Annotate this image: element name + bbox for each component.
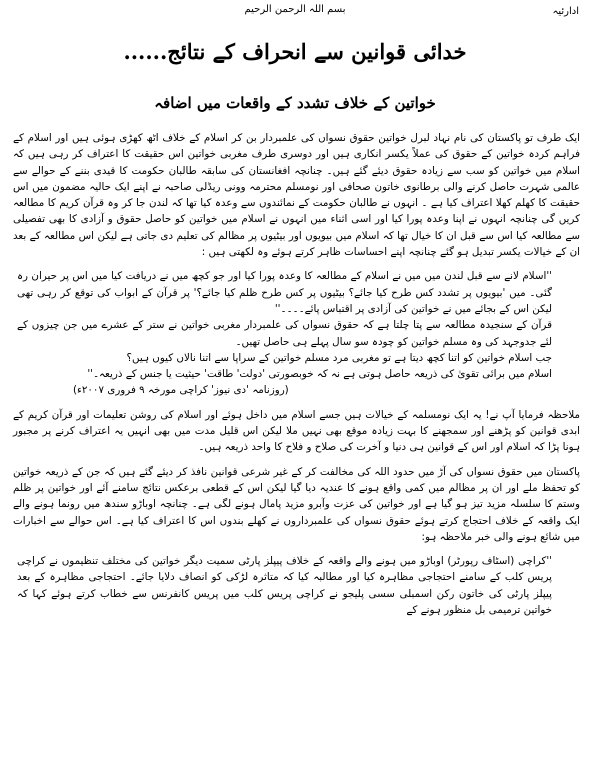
quote-source: (روزنامہ 'دی نیوز' کراچی مورخہ ۹ فروری ۲۰۰۷ء) bbox=[73, 384, 289, 397]
quote-paragraph: قرآن کے سنجیدہ مطالعہ سے پتا چلتا ہے کہ حقوق نسواں کی علمبردار مغربی خواتین نے ستر کے عشرے میں جن چیزوں کے لئے جدوجہد کی وہ مسلم خواتین کو چودہ سو سال پہلے ہی حاصل تھیں۔ bbox=[17, 319, 552, 348]
quote-paragraph: اسلام میں برائی تقویٰ کی ذریعہ حاصل ہوتی ہے نہ کہ خوبصورتی 'دولت' طاقت' حیثیت یا جنس کے ذریعہ۔'' bbox=[87, 368, 552, 381]
quote-paragraph: ''اسلام لانے سے قبل لندن میں میں نے اسلام کے مطالعہ کا وعدہ پورا کیا اور جو کچھ میں نے دریافت کیا میں اس پر حیران رہ گئی۔ میں 'بیویوں پر تشدد کس طرح کیا جائے؟ بیٹیوں پر کس طرح ظلم کیا جائے؟' پر قرآن کے ابواب کی توقع کر رہی تھی لیکن اس کے بجائے میں نے خواتین کی آزادی پر اقتباس پائے۔۔۔۔'' bbox=[17, 270, 552, 315]
intro-paragraph: ایک طرف تو پاکستان کی نام نہاد لبرل خواتین حقوق نسواں کی علمبردار بن کر اسلام کے خلاف اٹھ کھڑی ہوئی ہیں اور اسلام کے فراہم کردہ خواتین کے حقوق کی عملاً یکسر انکاری ہیں اور دوسری طرف مغربی خواتین اس حقیقت کا اعتراف کر رہی ہیں کہ اسلام میں خواتین کو سب سے زیادہ حقوق دیئے گئے ہیں۔ چنانچہ افغانستان کی سابقہ طالبان حکومت کا قیدی بننے کے حوالے سے عالمی شہرت حاصل کرنے والی برطانوی خاتون صحافی اور نومسلم محترمہ وونی ریڈلی صاحبہ نے اپنے ایک حالیہ مضمون میں اس حقیقت کا کھلم کھلا اعتراف کیا ہے ۔ انہوں نے طالبان حکومت کے نمائندوں سے وعدہ کیا تھا کہ لندن جا کر وہ قرآن کریم کا مطالعہ کریں گی چنانچہ انہوں نے اپنا وعدہ پورا کیا اور اسی اثناء میں انہوں نے اسلام میں خواتین کو حاصل حقوق و آزادی کا بھی تفصیلی سے مطالعہ کیا اس سے قبل ان کا خیال تھا کہ اسلام میں بیویوں اور بیٹیوں پر مظالم کی تعلیم دی جاتی ہے لیکن اس مطالعہ کے بعد ان کے خیالات یکسر تبدیل ہو گئے چنانچہ اپنے احساسات ظاہر کرتے ہوئے وہ لکھتی ہیں : bbox=[13, 132, 580, 259]
commentary-paragraph: پاکستان میں حقوق نسواں کی آڑ میں حدود اللہ کی مخالفت کر کے غیر شرعی قوانین نافذ کر دیئے گئے ہیں کہ جن کے ذریعہ خواتین کو تحفظ ملے اور ان پر مظالم میں کمی واقع ہونے کا عندیہ دیا گیا لیکن اس کے قطعی برعکس نتائج سامنے آئے اور خواتین پر ظلم وستم کا سلسلہ مزید تیز ہو گیا ہے اور خواتین کی عزت وآبرو مزید پامال ہونے لگی ہے۔ چنانچہ اوباڑو سندھ میں رونما ہونے والے ایک واقعہ کے خلاف احتجاج کرتے ہوئے حقوق نسواں کی علمبرداروں نے کھلے بندوں اس کا اعتراف کیا ہے۔ اس حوالے سے اخبارات میں شائع ہونے والی خبر ملاحظہ ہو: bbox=[13, 465, 580, 543]
quote-paragraph: جب اسلام خواتین کو اتنا کچھ دیتا ہے تو مغربی مرد مسلم خواتین کے سراپا سے اتنا نالاں کیوں ہیں؟ bbox=[126, 351, 552, 364]
article-body bbox=[13, 130, 580, 618]
commentary-paragraph: ملاحظہ فرمایا آپ نے! یہ ایک نومسلمہ کے خیالات ہیں جسے اسلام میں داخل ہوئے اور اسلام کی روشن تعلیمات اور قرآن کریم کے ابدی قوانین کو پڑھنے اور سمجھنے کا بہت زیادہ موقع بھی نہیں ملا لیکن اس قلیل مدت میں بھی انہیں یہ اعتراف کرنے پر مجبور ہونا پڑا کہ اسلام اور اس کے قوانین ہی دنیا و آخرت کی صلاح و فلاح کا واحد ذریعہ ہیں۔ bbox=[13, 408, 580, 454]
bismillah-heading: بسم اللہ الرحمن الرحیم bbox=[244, 4, 346, 15]
page-subtitle: خواتین کے خلاف تشدد کے واقعات میں اضافہ bbox=[154, 94, 436, 112]
section-label: ادارئیہ bbox=[552, 6, 579, 17]
page-title: خدائی قوانین سے انحراف کے نتائج...... bbox=[123, 39, 467, 64]
news-quote-paragraph: ''کراچی (اسٹاف رپورٹر) اوباڑو میں ہونے والے واقعہ کے خلاف پیپلز پارٹی سمیت دیگر خواتین کی مختلف تنظیموں نے کراچی پریس کلب کے سامنے احتجاجی مظاہرہ کیا اور مطالبہ کیا کہ متاثرہ لڑکی کو انصاف دلایا جائے۔ احتجاجی مظاہرہ کے بعد پیپلز پارٹی کی خاتون رکن اسمبلی سسی پلیجو نے کراچی پریس کلب میں پریس کانفرنس سے خطاب کرتے ہوئے کہا کہ خواتین ترمیمی بل منظور ہونے کے bbox=[17, 555, 552, 617]
